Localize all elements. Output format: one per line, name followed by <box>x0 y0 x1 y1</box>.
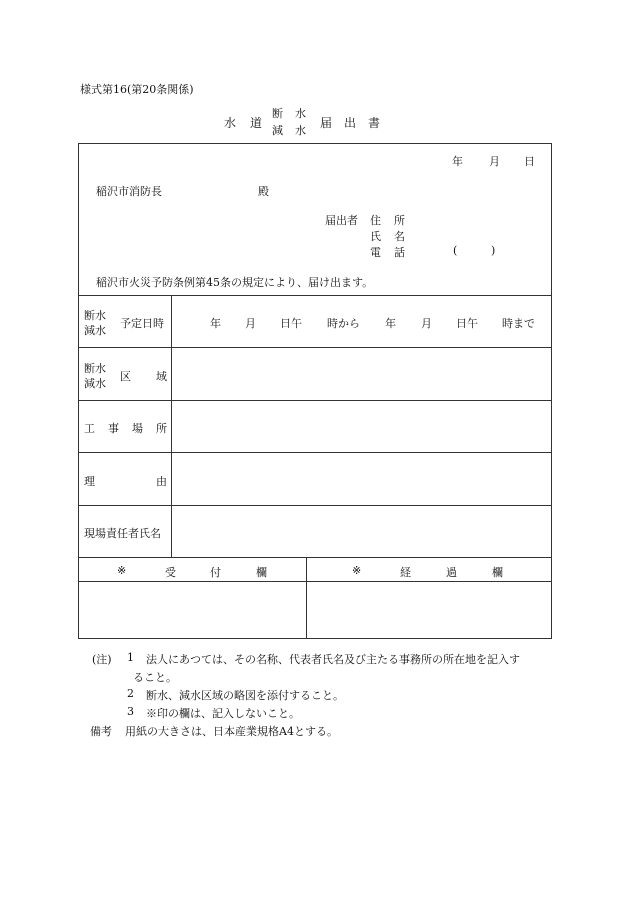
name-label-char: 氏 <box>370 230 381 243</box>
progress-char: 欄 <box>492 566 503 579</box>
title-stack-char: 水 <box>295 107 306 120</box>
date-month: 月 <box>489 155 500 168</box>
title-char: 水 <box>224 116 237 130</box>
title-char: 届 <box>320 116 333 130</box>
row-divider <box>78 347 552 348</box>
reason-label-char: 由 <box>156 475 167 488</box>
table-border-top <box>78 143 552 144</box>
title-char: 道 <box>250 116 263 130</box>
reception-char: 受 <box>165 566 176 579</box>
title-stack-char: 水 <box>295 124 306 137</box>
phone-label-char: 電 <box>370 246 381 259</box>
progress-char: 経 <box>400 566 411 579</box>
schedule-prefix-top: 断水 <box>84 309 106 322</box>
area-label-char: 域 <box>156 370 167 383</box>
note-text-continued: ること。 <box>133 671 177 684</box>
progress-mark: ※ <box>352 564 362 577</box>
area-prefix-bottom: 減水 <box>84 377 106 390</box>
row-divider <box>78 295 552 296</box>
row-divider <box>78 452 552 453</box>
address-label-char: 住 <box>370 214 381 227</box>
remarks-label: 備考 <box>90 725 112 738</box>
manager-label: 現場責任者氏名 <box>84 527 161 540</box>
reception-progress-divider <box>306 557 307 639</box>
schedule-to-day: 日午 <box>456 317 478 330</box>
schedule-to-hour: 時まで <box>502 317 535 330</box>
table-border-left <box>78 143 79 639</box>
statement-text: 稲沢市火災予防条例第45条の規定により、届け出ます。 <box>96 276 374 289</box>
area-label-char: 区 <box>120 370 131 383</box>
title-char: 出 <box>344 116 357 130</box>
row-divider <box>78 505 552 506</box>
note-text: 法人にあつては、その名称、代表者氏名及び主たる事務所の所在地を記入す <box>146 653 520 666</box>
table-border-right <box>551 143 552 639</box>
schedule-prefix-bottom: 減水 <box>84 324 106 337</box>
note-number: 2 <box>127 687 134 700</box>
schedule-from-month: 月 <box>245 317 256 330</box>
address-label-char: 所 <box>394 214 405 227</box>
schedule-from-year: 年 <box>210 317 221 330</box>
remarks-text: 用紙の大きさは、日本産業規格A4とする。 <box>125 725 338 738</box>
row-divider <box>78 581 552 582</box>
note-number: 1 <box>127 651 134 664</box>
site-label-char: 工 <box>84 422 95 435</box>
schedule-label: 予定日時 <box>120 317 164 330</box>
phone-paren-open: ( <box>453 244 458 257</box>
reception-mark: ※ <box>117 564 127 577</box>
table-border-bottom <box>78 638 552 639</box>
schedule-to-year: 年 <box>385 317 396 330</box>
site-label-char: 事 <box>108 422 119 435</box>
note-text: 断水、減水区域の略図を添付すること。 <box>146 689 344 702</box>
schedule-from-day: 日午 <box>280 317 302 330</box>
reason-label-char: 理 <box>84 475 95 488</box>
addressee-name: 稲沢市消防長 <box>96 185 162 198</box>
phone-label-char: 話 <box>394 246 405 259</box>
label-column-divider <box>171 295 172 558</box>
addressee-honorific: 殿 <box>258 185 269 198</box>
schedule-from-hour: 時から <box>327 317 360 330</box>
phone-paren-close: ) <box>491 244 496 257</box>
date-year: 年 <box>452 155 463 168</box>
name-label-char: 名 <box>394 230 405 243</box>
title-stack-char: 断 <box>272 107 283 120</box>
form-number: 様式第16(第20条関係) <box>80 83 194 96</box>
schedule-to-month: 月 <box>421 317 432 330</box>
title-char: 書 <box>368 116 381 130</box>
date-day: 日 <box>524 155 535 168</box>
title-stack-char: 減 <box>272 124 283 137</box>
progress-char: 過 <box>446 566 457 579</box>
reception-char: 欄 <box>256 566 267 579</box>
area-prefix-top: 断水 <box>84 362 106 375</box>
site-label-char: 所 <box>156 422 167 435</box>
row-divider <box>78 400 552 401</box>
site-label-char: 場 <box>132 422 143 435</box>
row-divider <box>78 557 552 558</box>
notes-prefix: (注) <box>92 653 112 666</box>
note-number: 3 <box>127 705 134 718</box>
note-text: ※印の欄は、記入しないこと。 <box>146 707 300 720</box>
reception-char: 付 <box>210 566 221 579</box>
applicant-label: 届出者 <box>325 214 358 227</box>
